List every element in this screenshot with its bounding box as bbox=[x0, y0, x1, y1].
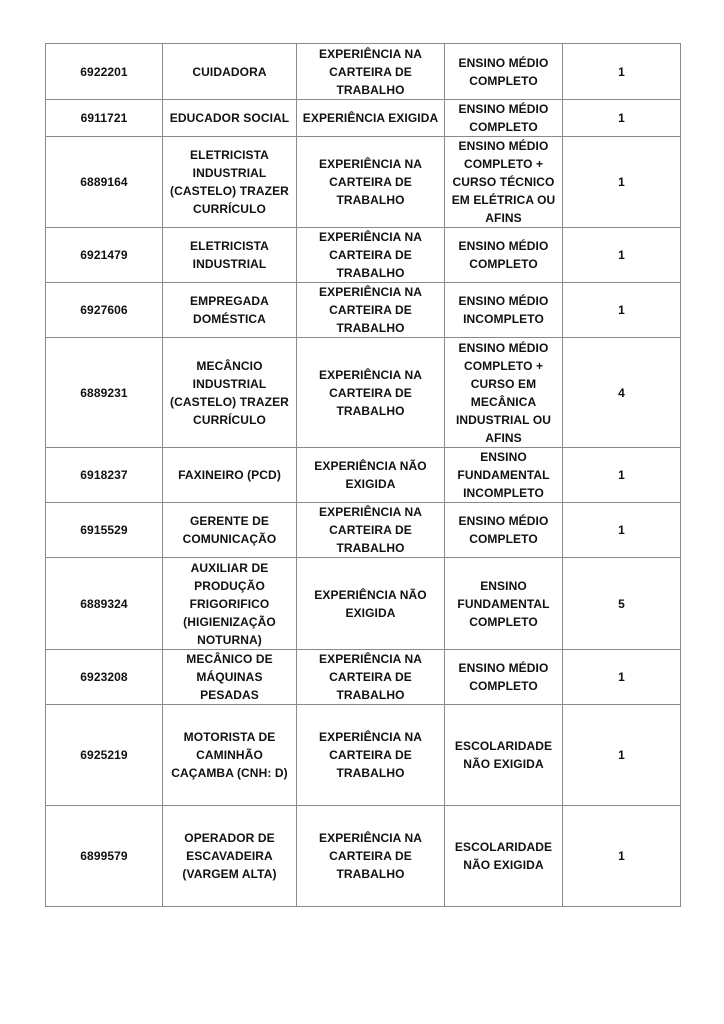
education-cell: ENSINO MÉDIO COMPLETO bbox=[445, 650, 563, 705]
job-code-cell: 6925219 bbox=[46, 705, 163, 806]
education-cell: ENSINO MÉDIO COMPLETO + CURSO EM MECÂNICA INDUSTRIAL OU AFINS bbox=[445, 338, 563, 448]
table-row bbox=[46, 650, 681, 705]
job-code-cell: 6918237 bbox=[46, 448, 163, 503]
education-cell: ENSINO MÉDIO COMPLETO bbox=[445, 44, 563, 100]
job-code-cell: 6899579 bbox=[46, 806, 163, 907]
job-code-cell: 6927606 bbox=[46, 283, 163, 338]
education-cell: ENSINO MÉDIO COMPLETO bbox=[445, 100, 563, 137]
experience-cell: EXPERIÊNCIA NA CARTEIRA DE TRABALHO bbox=[297, 806, 445, 907]
job-code-cell: 6889164 bbox=[46, 137, 163, 228]
education-cell: ENSINO FUNDAMENTAL COMPLETO bbox=[445, 558, 563, 650]
education-cell: ENSINO FUNDAMENTAL INCOMPLETO bbox=[445, 448, 563, 503]
job-title-cell: MECÂNCIO INDUSTRIAL (CASTELO) TRAZER CURRÍCULO bbox=[163, 338, 297, 448]
job-title-cell: MOTORISTA DE CAMINHÃO CAÇAMBA (CNH: D) bbox=[163, 705, 297, 806]
quantity-cell: 1 bbox=[563, 705, 681, 806]
quantity-cell: 1 bbox=[563, 806, 681, 907]
table-row bbox=[46, 137, 681, 228]
education-cell: ENSINO MÉDIO INCOMPLETO bbox=[445, 283, 563, 338]
education-cell: ENSINO MÉDIO COMPLETO + CURSO TÉCNICO EM ELÉTRICA OU AFINS bbox=[445, 137, 563, 228]
experience-cell: EXPERIÊNCIA EXIGIDA bbox=[297, 100, 445, 137]
job-title-cell: AUXILIAR DE PRODUÇÃO FRIGORIFICO (HIGIENIZAÇÃO NOTURNA) bbox=[163, 558, 297, 650]
experience-cell: EXPERIÊNCIA NA CARTEIRA DE TRABALHO bbox=[297, 44, 445, 100]
job-openings-table bbox=[45, 43, 681, 907]
job-title-cell: ELETRICISTA INDUSTRIAL bbox=[163, 228, 297, 283]
job-code-cell: 6921479 bbox=[46, 228, 163, 283]
table-row bbox=[46, 228, 681, 283]
experience-cell: EXPERIÊNCIA NA CARTEIRA DE TRABALHO bbox=[297, 338, 445, 448]
quantity-cell: 1 bbox=[563, 448, 681, 503]
quantity-cell: 1 bbox=[563, 44, 681, 100]
job-title-cell: MECÂNICO DE MÁQUINAS PESADAS bbox=[163, 650, 297, 705]
table-row bbox=[46, 44, 681, 100]
table-row bbox=[46, 338, 681, 448]
job-code-cell: 6889231 bbox=[46, 338, 163, 448]
job-code-cell: 6922201 bbox=[46, 44, 163, 100]
education-cell: ENSINO MÉDIO COMPLETO bbox=[445, 503, 563, 558]
table-row bbox=[46, 558, 681, 650]
job-title-cell: OPERADOR DE ESCAVADEIRA (VARGEM ALTA) bbox=[163, 806, 297, 907]
quantity-cell: 1 bbox=[563, 650, 681, 705]
quantity-cell: 5 bbox=[563, 558, 681, 650]
quantity-cell: 1 bbox=[563, 100, 681, 137]
table-row bbox=[46, 705, 681, 806]
job-rows bbox=[46, 44, 681, 907]
table-row bbox=[46, 448, 681, 503]
quantity-cell: 1 bbox=[563, 228, 681, 283]
quantity-cell: 1 bbox=[563, 503, 681, 558]
job-title-cell: ELETRICISTA INDUSTRIAL (CASTELO) TRAZER CURRÍCULO bbox=[163, 137, 297, 228]
table-row bbox=[46, 283, 681, 338]
experience-cell: EXPERIÊNCIA NÃO EXIGIDA bbox=[297, 448, 445, 503]
experience-cell: EXPERIÊNCIA NA CARTEIRA DE TRABALHO bbox=[297, 137, 445, 228]
experience-cell: EXPERIÊNCIA NÃO EXIGIDA bbox=[297, 558, 445, 650]
education-cell: ESCOLARIDADE NÃO EXIGIDA bbox=[445, 705, 563, 806]
job-code-cell: 6915529 bbox=[46, 503, 163, 558]
experience-cell: EXPERIÊNCIA NA CARTEIRA DE TRABALHO bbox=[297, 705, 445, 806]
job-title-cell: EDUCADOR SOCIAL bbox=[163, 100, 297, 137]
table-row bbox=[46, 100, 681, 137]
job-code-cell: 6923208 bbox=[46, 650, 163, 705]
experience-cell: EXPERIÊNCIA NA CARTEIRA DE TRABALHO bbox=[297, 228, 445, 283]
job-title-cell: FAXINEIRO (PCD) bbox=[163, 448, 297, 503]
job-title-cell: GERENTE DE COMUNICAÇÃO bbox=[163, 503, 297, 558]
job-code-cell: 6889324 bbox=[46, 558, 163, 650]
job-title-cell: EMPREGADA DOMÉSTICA bbox=[163, 283, 297, 338]
experience-cell: EXPERIÊNCIA NA CARTEIRA DE TRABALHO bbox=[297, 503, 445, 558]
education-cell: ENSINO MÉDIO COMPLETO bbox=[445, 228, 563, 283]
experience-cell: EXPERIÊNCIA NA CARTEIRA DE TRABALHO bbox=[297, 283, 445, 338]
quantity-cell: 4 bbox=[563, 338, 681, 448]
table-row bbox=[46, 503, 681, 558]
table-row bbox=[46, 806, 681, 907]
quantity-cell: 1 bbox=[563, 283, 681, 338]
quantity-cell: 1 bbox=[563, 137, 681, 228]
job-title-cell: CUIDADORA bbox=[163, 44, 297, 100]
education-cell: ESCOLARIDADE NÃO EXIGIDA bbox=[445, 806, 563, 907]
experience-cell: EXPERIÊNCIA NA CARTEIRA DE TRABALHO bbox=[297, 650, 445, 705]
job-code-cell: 6911721 bbox=[46, 100, 163, 137]
